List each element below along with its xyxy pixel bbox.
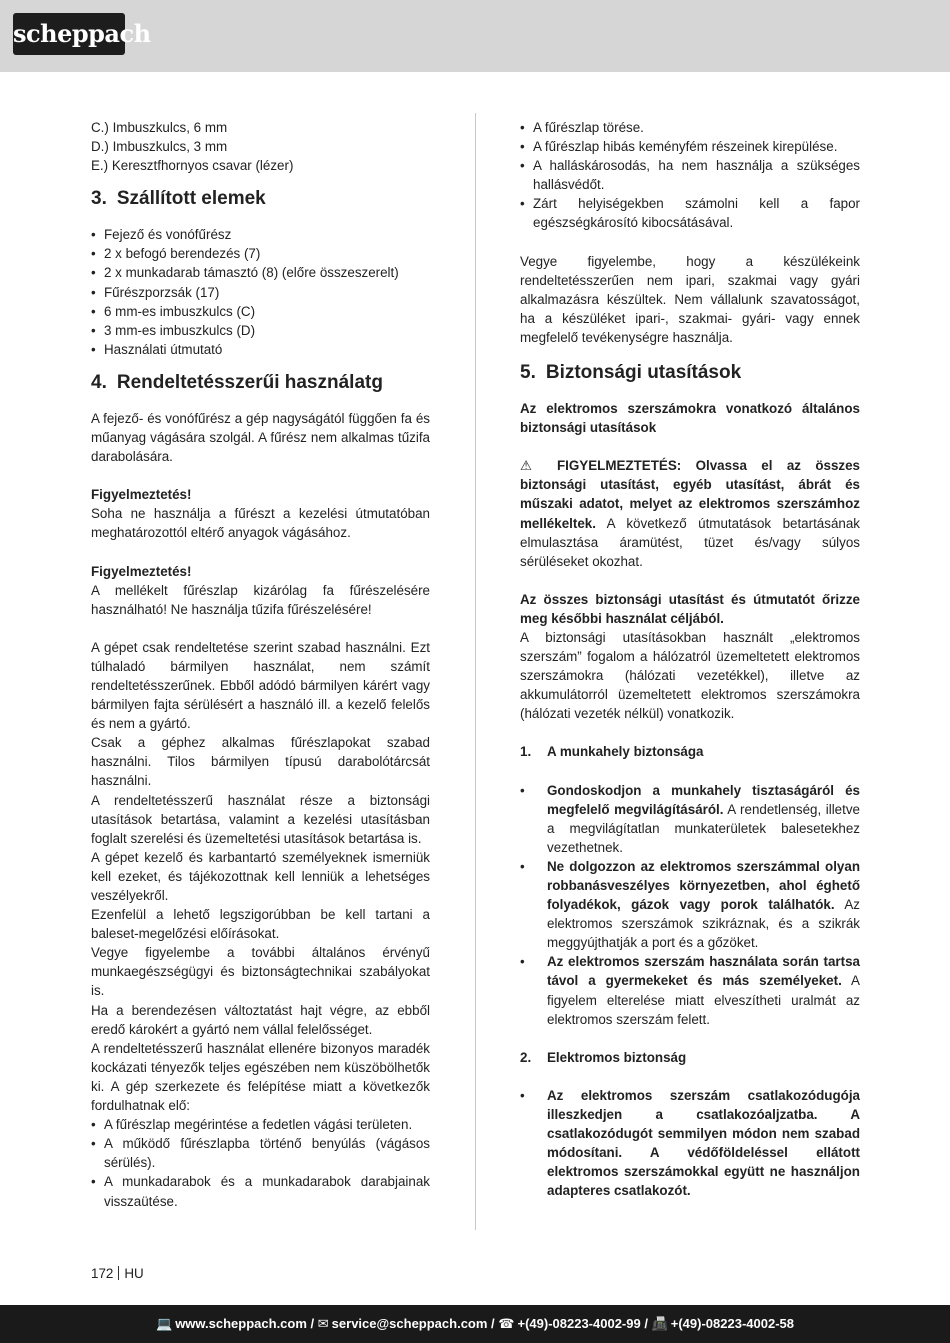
list-item: • 2 x befogó berendezés (7): [91, 246, 261, 262]
list-item: • A fűrészlap törése.: [520, 120, 644, 135]
list-item: • A fűrészlap hibás keményfém részeinek kirepülése.: [520, 139, 838, 155]
warning-title: Figyelmeztetés!: [91, 487, 192, 503]
list-item: • A halláskárosodás, ha nem használja a szükséges hallásvédőt.: [520, 158, 860, 193]
numbered-heading: 2. Elektromos biztonság: [520, 1049, 687, 1065]
section-4-heading: [91, 371, 430, 395]
list-item: • A fűrészlap megérintése a fedetlen vágási területen.: [91, 1117, 413, 1133]
phone-icon: ☎: [498, 1316, 515, 1331]
part-d: D.) Imbuszkulcs, 3 mm: [91, 139, 228, 155]
paragraph: A biztonsági utasításokban használt „elektromos szerszám” fogalom a hálózatról üzemeltetett elektromos szerszámokra (hálózati vezetékkel), illetve az akkumulátorról üzemeltetett elektromos szerszámokra (hálózati vezeték nélkül) vonatkozik.: [520, 629, 860, 722]
list-item: • Az elektromos szerszám csatlakozódugója illeszkedjen a csatlakozóaljzatba. A csatlakozódugót semmilyen módon nem szabad módosítani. A védőföldeléssel ellátott elektromos szerszámokkal együtt ne használjon adapteres csatlakozót.: [520, 1087, 860, 1199]
column-divider: [475, 113, 476, 1230]
warning-paragraph: ⚠ FIGYELMEZTETÉS: Olvassa el az összes biztonsági utasítást, egyéb utasítást, ábrát és műszaki adatot, melyet az elektromos szerszámhoz mellékeltek. A következő útmutatások betartásának elmulasztása áramütést, tüzet és/vagy súlyos sérüléseket okozhat.: [520, 458, 860, 569]
section-number: 4.: [91, 371, 107, 393]
fax-icon: 📠: [651, 1316, 668, 1331]
paragraph: A gépet kezelő és karbantartó személyeknek ismerniük kell ezeket, és tájékozottnak kell lenniük a lehetséges veszélyekről.: [91, 849, 430, 903]
paragraph: Ezenfelül a lehető legszigorúbban be kell tartani a baleset-megelőzési előírásokat.: [91, 907, 430, 942]
paragraph: Vegye figyelembe, hogy a készülékeink rendeltetésszerűen nem ipari, szakmai vagy gyári alkalmazásra készültek. Nem vállalunk szavatosságot, ha a készüléket ipari-, szakmai- gyári- vagy ennek megfelelő tevékenységre használja.: [520, 253, 860, 345]
section-title: Szállított elemek: [116, 188, 266, 210]
section-number: 3.: [91, 188, 107, 210]
section-5-heading: [520, 361, 860, 385]
intended-use-paragraph: A fejező- és vonófűrész a gép nagyságától függően fa és műanyag vágására szolgál. A fűrész nem alkalmas tűzifa darabolására.: [91, 410, 430, 465]
fax-number: +(49)-08223-4002-58: [670, 1316, 794, 1331]
computer-icon: 💻: [156, 1316, 173, 1331]
list-item: • 2 x munkadarab támasztó (8) (előre összeszerelt): [91, 265, 399, 281]
scheppach-logo: scheppach: [13, 13, 125, 55]
section-3-heading: [91, 187, 430, 211]
section-number: 5.: [520, 362, 536, 384]
subheading: Az elektromos szerszámokra vonatkozó általános biztonsági utasítások: [520, 401, 860, 436]
website-link[interactable]: www.scheppach.com: [175, 1316, 307, 1331]
mail-icon: ✉: [317, 1316, 329, 1331]
paragraph: A rendeltetésszerű használat része a biztonsági utasítások betartása, valamint a kezelési utasításban foglalt szerelési és üzemeltetési utasítások betartása is.: [91, 792, 430, 846]
left-column: [91, 118, 430, 1211]
phone-number: +(49)-08223-4002-99: [517, 1316, 641, 1331]
page-footer: 💻 www.scheppach.com / ✉ service@scheppach.com / ☎ +(49)-08223-4002-99 / 📠 +(49)-08223-4002-58: [0, 1305, 950, 1343]
paragraph: A gépet csak rendeltetése szerint szabad használni. Ezt túlhaladó bármilyen használat, nem számít rendeltetésszerűnek. Ebből adódó bármilyen kárért vagy bármilyen fajta sérülésért a használó ill. a kezelő felelős és nem a gyártó.: [91, 639, 430, 732]
list-item: • Gondoskodjon a munkahely tisztaságáról és megfelelő megvilágításáról. A rendetlenség, illetve a megvilágítatlan munkaterületek balesetekhez vezethetnek.: [520, 782, 860, 855]
list-item: • Fűrészporzsák (17): [91, 284, 220, 300]
list-item: • Zárt helyiségekben számolni kell a fapor egészségkárosító kibocsátásával.: [520, 196, 860, 231]
page-header: [0, 0, 950, 72]
warning-text: Soha ne használja a fűrészt a kezelési útmutatóban meghatározottól eltérő anyagok vágásához.: [91, 506, 430, 541]
paragraph: Csak a géphez alkalmas fűrészlapokat szabad használni. Tilos bármilyen típusú darabolótárcsát használni.: [91, 735, 430, 789]
list-item: • Az elektromos szerszám használata során tartsa távol a gyermekeket és más személyeket. A figyelem elterelése miatt elveszítheti uralmát az elektromos szerszám felett.: [520, 954, 860, 1027]
email-link[interactable]: service@scheppach.com: [331, 1316, 488, 1331]
right-column: [520, 118, 860, 1200]
list-item: • Fejező és vonófűrész: [91, 227, 232, 243]
list-item: • Használati útmutató: [91, 341, 223, 357]
list-item: • 3 mm-es imbuszkulcs (D): [91, 322, 256, 338]
paragraph: A rendeltetésszerű használat ellenére bizonyos maradék kockázati tényezők teljes egészében nem küszöbölhetők ki. A gép szerkezete és felépítése miatt a következők fordulhatnak elő:: [91, 1040, 430, 1114]
section-title: Biztonsági utasítások: [545, 362, 742, 384]
list-item: • 6 mm-es imbuszkulcs (C): [91, 303, 256, 319]
list-item: • A működő fűrészlapba történő benyúlás (vágásos sérülés).: [91, 1136, 430, 1171]
warning-text: A mellékelt fűrészlap kizárólag fa fűrészelésére használható! Ne használja tűzifa fűrészelésére!: [91, 582, 430, 617]
list-item: • Ne dolgozzon az elektromos szerszámmal olyan robbanásveszélyes környezetben, ahol éghető folyadékok, gázok vagy porok találhatók. Az elektromos szerszámok szikráznak, és a szikrák meggyújthatják a port és a gőzöket.: [520, 858, 861, 951]
section-title: Rendeltetésszerűi használatg: [116, 371, 383, 393]
paragraph: Vegye figyelembe a további általános érvényű munkaegészségügyi és biztonságtechnikai szabályokat is.: [91, 945, 430, 999]
part-e: E.) Keresztfhornyos csavar (lézer): [91, 158, 294, 174]
page-number: 172 HU: [91, 1266, 144, 1281]
list-item: • A munkadarabok és a munkadarabok darabjainak visszaütése.: [91, 1174, 430, 1209]
part-c: C.) Imbuszkulcs, 6 mm: [91, 120, 228, 135]
warning-title: Figyelmeztetés!: [91, 563, 192, 579]
subheading: Az összes biztonsági utasítást és útmutatót őrizze meg későbbi használat céljából.: [520, 591, 860, 626]
paragraph: Ha a berendezésen változtatást hajt végre, az ebből eredő károkért a gyártó nem vállal felelősséget.: [91, 1002, 430, 1037]
numbered-heading: 1. A munkahely biztonsága: [520, 744, 704, 760]
